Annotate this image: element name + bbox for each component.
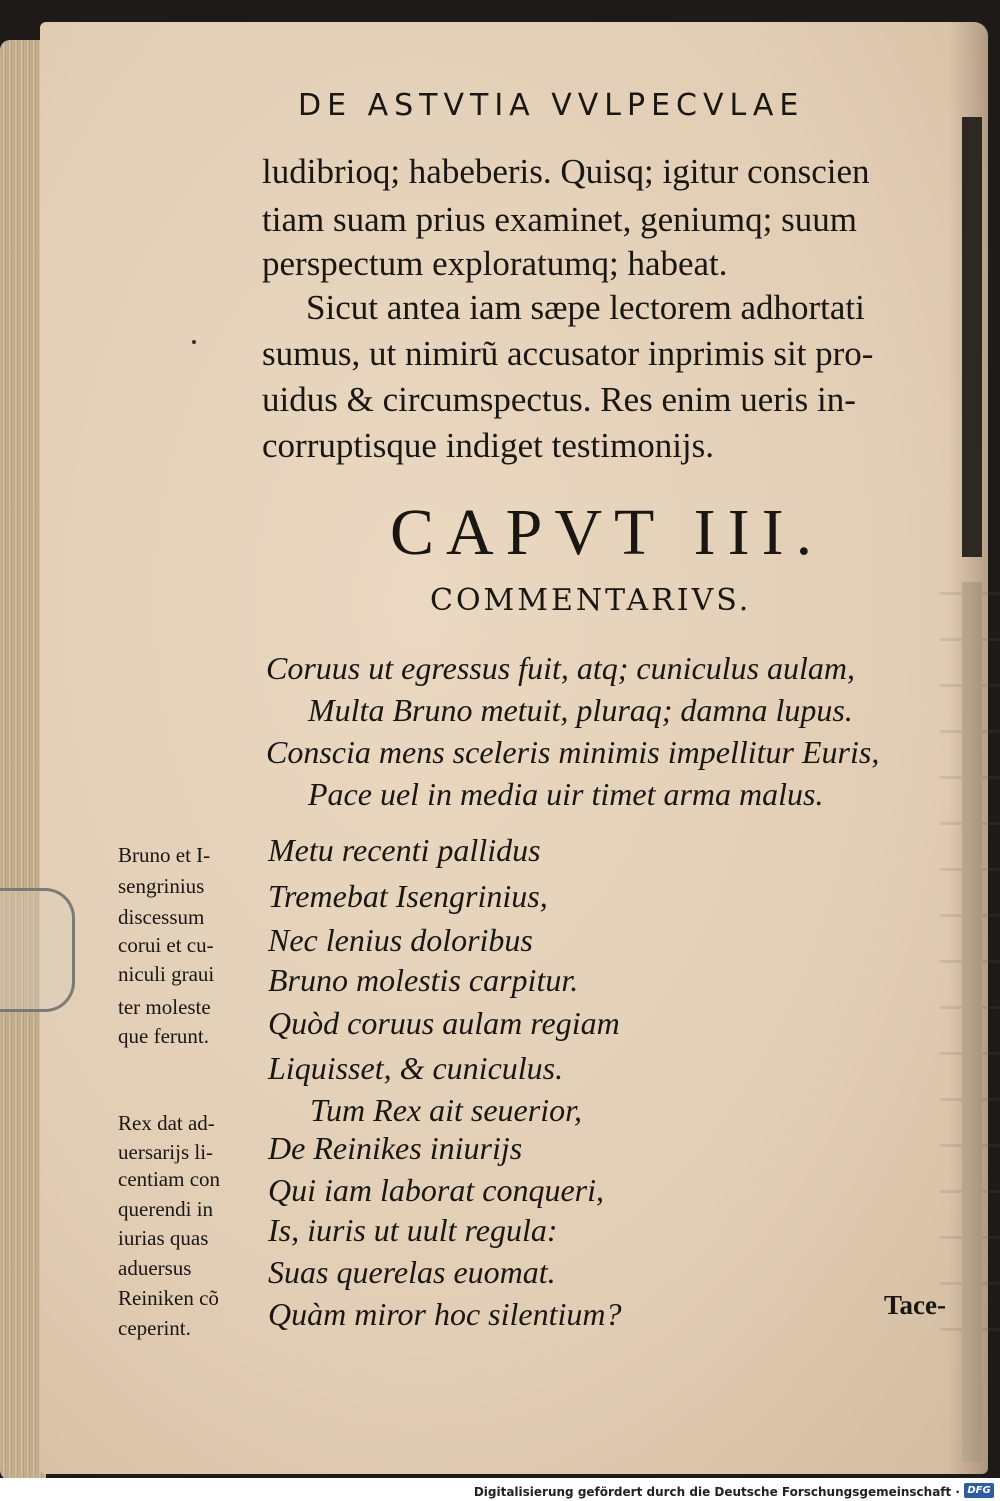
poem-line2: Tremebat Isengrinius,: [268, 878, 548, 914]
margin-note2-line5: iurias quas: [118, 1226, 209, 1250]
verse-line1: Coruus ut egressus fuit, atq; cuniculus aulam,: [266, 650, 856, 686]
paragraph2-line3: uidus & circumspectus. Res enim ueris in-: [262, 380, 856, 419]
margin-note1-line1: Bruno et I-: [118, 843, 211, 867]
margin-note2-line4: querendi in: [118, 1197, 214, 1221]
poem-line5: Quòd coruus aulam regiam: [268, 1005, 620, 1041]
paragraph1-line2: tiam suam prius examinet, geniumq; suum: [262, 200, 857, 239]
gutter-shadow: [948, 22, 988, 1474]
poem-line7: Tum Rex ait seuerior,: [310, 1092, 582, 1128]
margin-note2-line7: Reiniken cõ: [118, 1286, 219, 1310]
poem-line4: Bruno molestis carpitur.: [268, 962, 579, 998]
poem-line1: Metu recenti pallidus: [268, 832, 541, 868]
margin-note1-line6: ter moleste: [118, 995, 211, 1019]
poem-line12: Quàm miror hoc silentium?: [268, 1296, 622, 1332]
poem-line8: De Reinikes iniurijs: [268, 1130, 523, 1166]
margin-note1-line5: niculi graui: [118, 962, 215, 986]
catchword: Tace-: [884, 1290, 946, 1320]
poem-line9: Qui iam laborat conqueri,: [268, 1172, 604, 1208]
paragraph2-line1: Sicut antea iam sæpe lectorem adhortati: [306, 288, 865, 327]
dfg-logo: DFG: [964, 1483, 994, 1498]
paragraph2-line4: corruptisque indiget testimonijs.: [262, 426, 715, 465]
margin-note1-line4: corui et cu-: [118, 933, 214, 957]
paragraph1-line1: ludibrioq; habeberis. Quisq; igitur conscien: [262, 152, 870, 191]
margin-note1-line3: discessum: [118, 905, 205, 929]
poem-line6: Liquisset, & cuniculus.: [268, 1050, 564, 1086]
running-header: DE ASTVTIA VVLPECVLAE: [298, 88, 805, 123]
paragraph2-line2: sumus, ut nimirũ accusator inprimis sit pro-: [262, 334, 874, 373]
margin-note2-line6: aduersus: [118, 1256, 192, 1280]
poem-line10: Is, iuris ut uult regula:: [268, 1212, 558, 1248]
chapter-title: CAPVT III.: [390, 496, 825, 569]
footer-credit: Digitalisierung gefördert durch die Deutsche Forschungsgemeinschaft ·: [473, 1485, 960, 1499]
margin-note1-line7: que ferunt.: [118, 1024, 209, 1048]
margin-note2-line2: uersarijs li-: [118, 1140, 214, 1164]
verse-line4: Pace uel in media uir timet arma malus.: [308, 776, 824, 812]
poem-line3: Nec lenius doloribus: [268, 922, 533, 958]
verse-line3: Conscia mens sceleris minimis impellitur Euris,: [266, 734, 880, 770]
ink-mark: [192, 340, 196, 344]
margin-note2-line1: Rex dat ad-: [118, 1111, 215, 1135]
verse-line2: Multa Bruno metuit, pluraq; damna lupus.: [308, 692, 853, 728]
book-clasp: [0, 888, 75, 1012]
poem-line11: Suas querelas euomat.: [268, 1254, 556, 1290]
margin-note1-line2: sengrinius: [118, 874, 205, 898]
margin-note2-line3: centiam con: [118, 1167, 221, 1191]
margin-note2-line8: ceperint.: [118, 1316, 191, 1340]
paragraph1-line3: perspectum exploratumq; habeat.: [262, 244, 728, 283]
chapter-subtitle: COMMENTARIVS.: [430, 583, 752, 618]
